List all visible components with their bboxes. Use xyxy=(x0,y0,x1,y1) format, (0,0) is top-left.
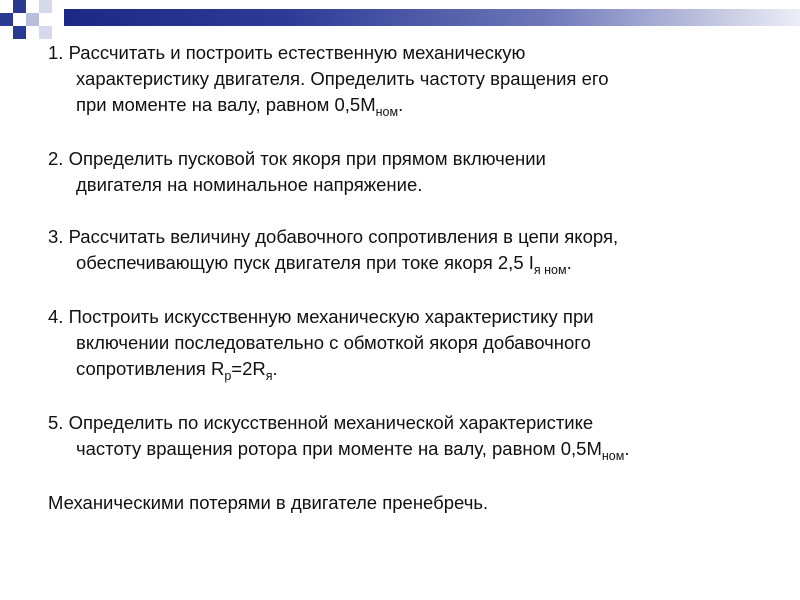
task-item xyxy=(48,40,778,120)
task-text: Определить пусковой ток якоря при прямом включении xyxy=(68,148,546,169)
task-number: 4. xyxy=(48,306,64,327)
task-number: 1. xyxy=(48,42,64,63)
task-text: характеристику двигателя. Определить частоту вращения его xyxy=(76,68,609,89)
task-number: 3. xyxy=(48,226,64,247)
subscript: я xyxy=(265,369,273,383)
task-text: . xyxy=(272,358,278,379)
header-gradient-bar xyxy=(64,9,800,26)
task-text: частоту вращения ротора при моменте на валу, равном 0,5М xyxy=(76,438,602,459)
decor-square xyxy=(26,13,39,26)
task-item xyxy=(48,304,778,384)
task-number: 2. xyxy=(48,148,64,169)
decor-square xyxy=(39,0,52,13)
task-text: сопротивления R xyxy=(76,358,225,379)
slide-content xyxy=(48,40,778,542)
decor-square xyxy=(13,26,26,39)
task-text: =2R xyxy=(231,358,266,379)
task-text: при моменте на валу, равном 0,5М xyxy=(76,94,376,115)
note-text: Механическими потерями в двигателе пренебречь. xyxy=(48,492,489,513)
subscript: ном xyxy=(375,105,399,119)
subscript: я ном xyxy=(533,263,567,277)
decor-square xyxy=(0,13,13,26)
task-text: Рассчитать величину добавочного сопротивления в цепи якоря, xyxy=(68,226,619,247)
task-item xyxy=(48,410,778,464)
subscript: ном xyxy=(601,449,625,463)
task-text: Рассчитать и построить естественную механическую xyxy=(68,42,526,63)
task-number: 5. xyxy=(48,412,64,433)
task-text: Определить по искусственной механической характеристике xyxy=(68,412,594,433)
task-text: . xyxy=(566,252,572,273)
task-text: двигателя на номинальное напряжение. xyxy=(76,174,423,195)
task-text: включении последовательно с обмоткой якоря добавочного xyxy=(76,332,591,353)
task-text: Построить искусственную механическую характеристику при xyxy=(68,306,594,327)
subscript: р xyxy=(224,369,232,383)
task-item xyxy=(48,146,778,198)
decor-square xyxy=(39,26,52,39)
task-text: . xyxy=(624,438,630,459)
task-item xyxy=(48,224,778,278)
task-text: . xyxy=(398,94,404,115)
decor-square xyxy=(13,0,26,13)
task-text: обеспечивающую пуск двигателя при токе якоря 2,5 I xyxy=(76,252,534,273)
